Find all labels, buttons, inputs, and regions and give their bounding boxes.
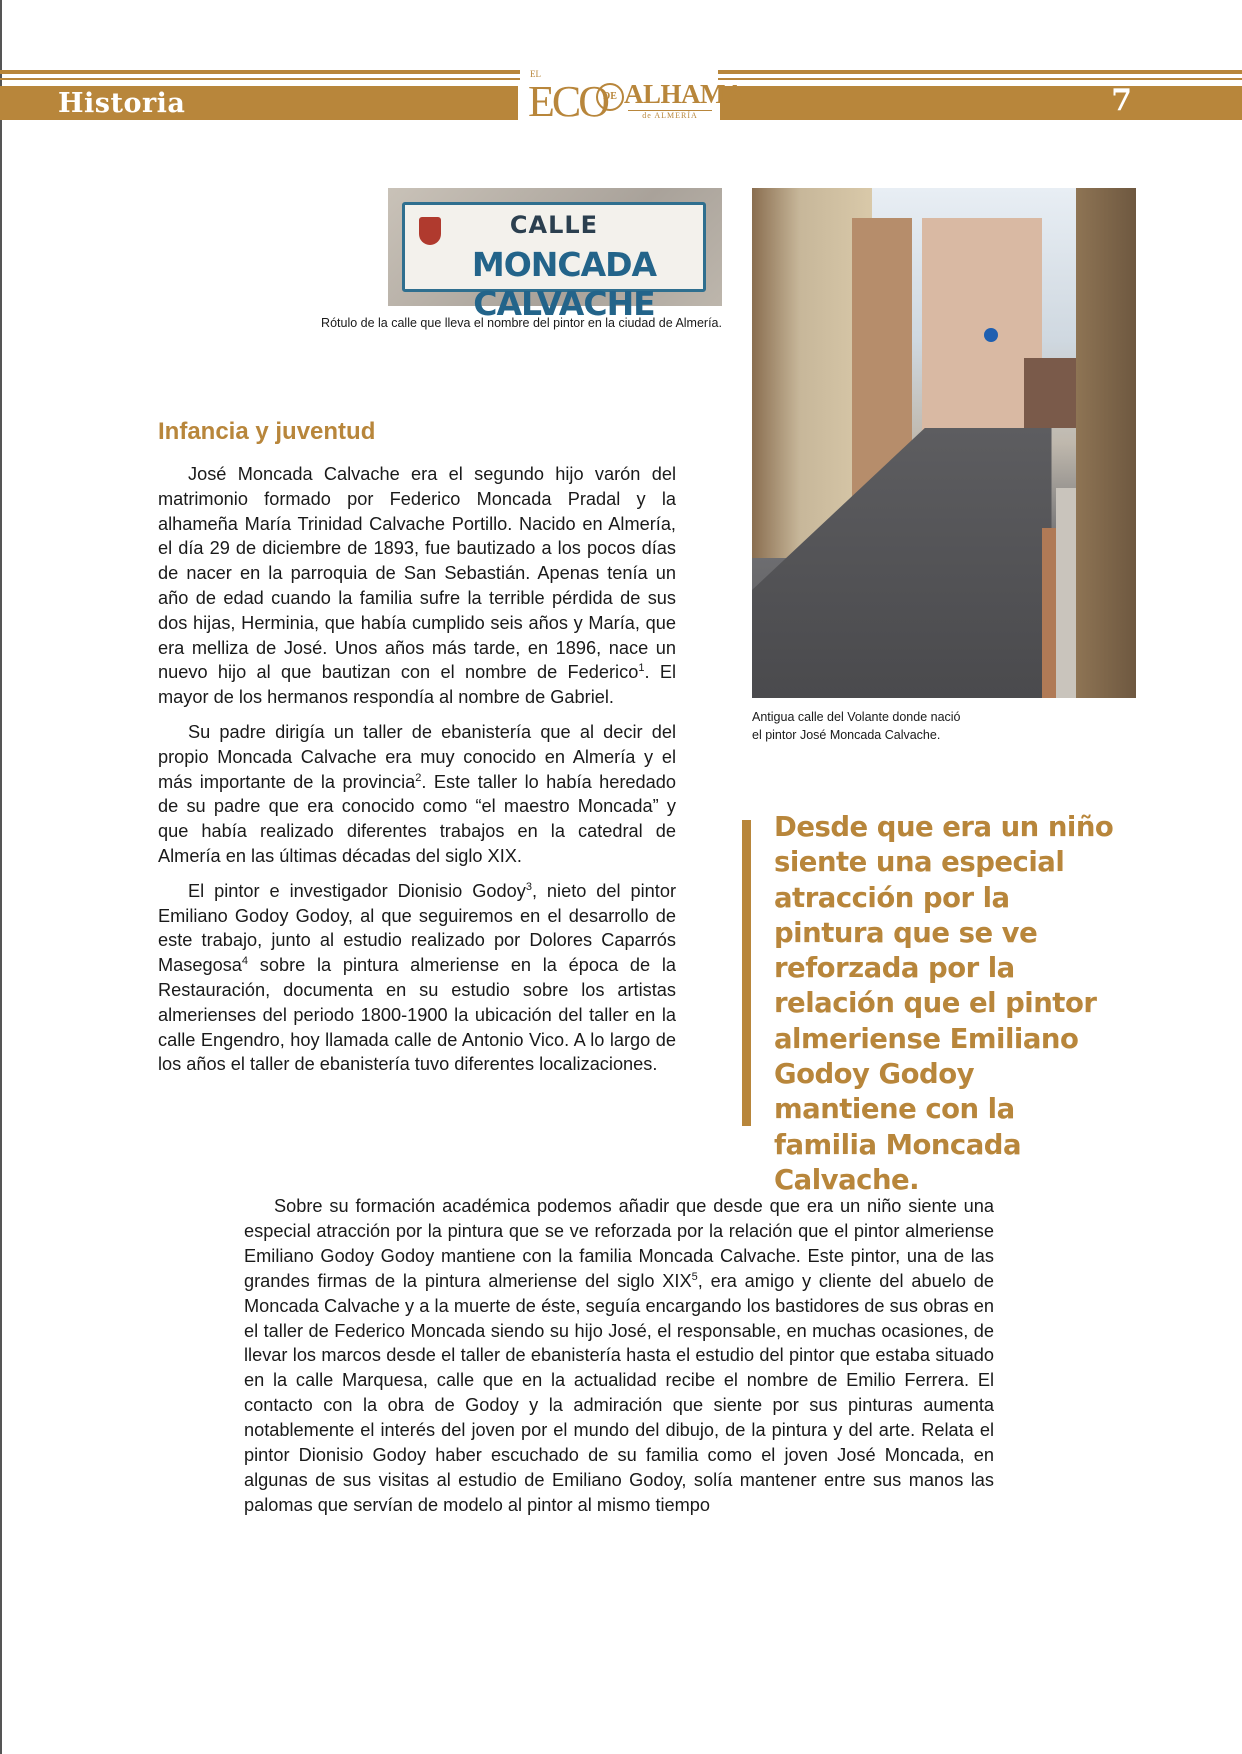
section-label: Historia [58,88,186,119]
traffic-sign-icon [984,328,998,342]
footnote-ref-5: 5 [691,1270,698,1283]
logo-alhama: ALHAMA [624,79,744,109]
footnote-ref-4: 4 [241,955,249,968]
photo-right-building [1076,188,1136,698]
publication-logo [520,66,744,128]
pull-quote-bar [742,820,751,1126]
street-sign-photo [388,188,722,323]
logo-el: EL [530,69,541,79]
footnote-ref-1: 1 [638,662,645,675]
paragraph-1: José Moncada Calvache era el segundo hijo varón del matrimonio formado por Federico Moncada Pradal y la alhameña María Trinidad Calvache Portillo. Nacido en Almería, el día 29 de diciembre de 1893, fue bautizado a los pocos días de nacer en la parroquia de San Sebastián. Apenas tenía un año de edad cuando la familia sufre la terrible pérdida de sus dos hijas, Herminia, que había cumplido seis años y María, que era melliza de José. Unos años más tarde, en 1896, nace un nuevo hijo al que bautizan con el nombre de Federico$^1$. El mayor de los hermanos respondía al nombre de Gabriel. [158,464,676,708]
street-photo-caption [752,708,1136,744]
pull-quote: Desde que era un niño siente una especial atracción por la pintura que se ve reforzada por la relación que el pintor almeriense Emiliano Godoy Godoy mantiene con la familia Moncada Calvache. [774,811,1114,1196]
sign-line-name: MONCADA CALVACHE [471,245,657,323]
logo-de-badge: DE [596,83,624,111]
article-wide-column [244,1194,994,1518]
photo-curb [1042,528,1056,698]
page-number: 7 [1111,83,1132,118]
page-edge [0,0,2,1754]
paragraph-4: Sobre su formación académica podemos añadir que desde que era un niño siente una especial atracción por la pintura que se ve reforzada por la relación que el pintor almeriense Emiliano Godoy Godoy mantiene con la familia Moncada Calvache. Este pintor, una de las grandes firmas de la pintura almeriense del siglo XIX$^5$, era amigo y cliente del abuelo de Moncada Calvache y a la muerte de éste, seguía encargando los bastidores de sus obras en el taller de Federico Moncada siendo su hijo José, el responsable, en muchas ocasiones, de llevar los marcos desde el taller de ebanistería hasta el estudio del pintor que estaba situado en la calle Marquesa, calle que en la actualidad recibe el nombre de Emilio Ferrera. El contacto con la obra de Godoy y la admiración que siente por sus pinturas aumenta notablemente el interés del joven por el mundo del dibujo, de la pintura y del arte. Relata el pintor Dionisio Godoy haber escuchado de su familia como el joven José Moncada, en algunas de sus visitas al estudio de Emiliano Godoy, solía mantener entre sus manos las palomas que servían de modelo al pintor al mismo tiempo [244,1196,995,1515]
logo-eco: ECO [528,77,607,126]
photo-garage-door [1024,358,1076,428]
paragraph-2: Su padre dirigía un taller de ebanistería que al decir del propio Moncada Calvache era muy conocido en Almería y el más importante de la provincia$^2$. Este taller lo había heredado de su padre que era conocido como “el maestro Moncada” y que había realizado diferentes trabajos en la catedral de Almería en las últimas décadas del siglo XIX. [158,721,676,866]
header-bar-right [720,86,1242,120]
article-column [158,462,676,1087]
logo-almeria: de ALMERÍA [628,110,712,120]
street-photo [752,188,1136,698]
sign-line-calle: CALLE [509,211,599,239]
footnote-ref-2: 2 [415,771,422,784]
footnote-ref-3: 3 [525,880,532,893]
paragraph-3: El pintor e investigador Dionisio Godoy$^3$, nieto del pintor Emiliano Godoy Godoy, al que seguiremos en el desarrollo de este trabajo, junto al estudio realizado por Dolores Caparrós Masegosa$^4$ sobre la pintura almeriense en la época de la Restauración, documenta en su estudio sobre los artistas almerienses del periodo 1800-1900 la ubicación del taller en la calle Engendro, hoy llamada calle de Antonio Vico. A lo largo de los años el taller de ebanistería tuvo diferentes localizaciones. [158,880,676,1075]
street-sign-plate [402,202,706,323]
section-heading: Infancia y juventud [158,418,376,445]
sign-photo-caption: Rótulo de la calle que lleva el nombre del pintor en la ciudad de Almería. [321,316,722,330]
street-caption-line-1: Antigua calle del Volante donde nació [752,710,961,724]
street-caption-line-2: el pintor José Moncada Calvache. [752,728,941,742]
